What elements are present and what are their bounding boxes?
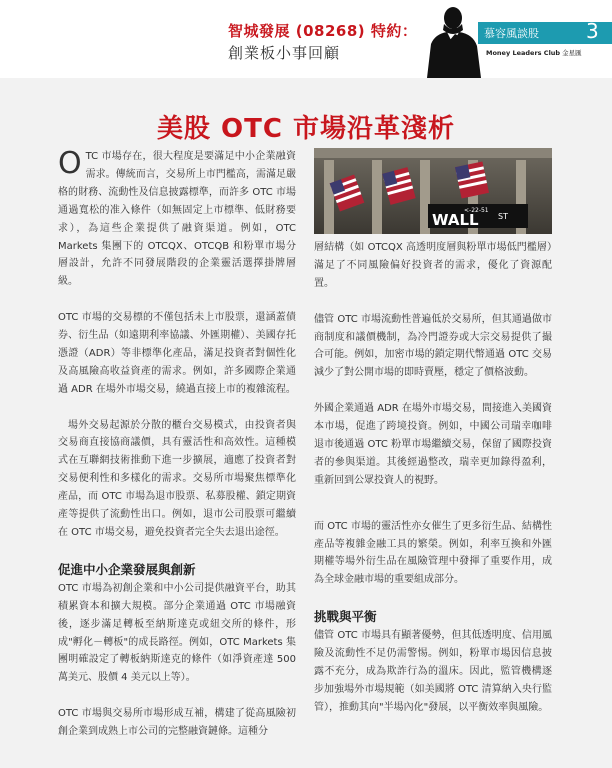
paragraph: 而 OTC 市場的靈活性亦女催生了更多衍生品、結構性產品等複雜金融工具的繁榮。例如，利率互換和外匯期權等場外衍生品在風險管理中發揮了重要作用，成為全球金融市場的重要組成部分。	[314, 520, 552, 586]
paragraph: OTC 市場與交易所市場形成互補，構建了從高風險初創企業到成熟上市公司的完整融資鏈條。這種分	[58, 708, 296, 738]
sign-wall-text: WALL	[432, 211, 479, 229]
paragraph: 外國企業通過 ADR 在場外市場交易，間接進入美國資本市場，促進了跨境投資。例如，中國公司瑞幸咖啡退市後通過 OTC 粉單市場繼續交易，保留了國際投資者的參與渠道。其後經過整改，瑞幸更加錄得盈利，重新回到公眾投資人的視野。	[314, 403, 552, 486]
column-subtitle: 創業板小事回顧	[228, 44, 341, 62]
right-column	[314, 239, 552, 735]
paragraph: 儘管 OTC 市場流動性普遍低於交易所，但其通過做市商制度和議價機制，為冷門證券或大宗交易提供了撮合可能。例如，加密市場的鎖定期代幣通過 OTC 交易減少了對公開市場的即時賣壓，穩定了價格波動。	[314, 313, 552, 379]
intro-paragraph: OTC 市場存在，很大程度是要滿足中小企業融資需求。傳統而言，交易所上市門檻高，需滿足嚴格的財務、流動性及信息披露標準，而許多 OTC 市場通過寬松的准入條件（如無固定上市標準、低財務要求），為這些企業提供了融資渠道。例如，OTC Markets 集團下的 OTCQX、OTCQB 和粉單市場分層設計，允許不同發展階段的企業靈活選擇掛牌層級。	[58, 146, 296, 288]
drop-cap: O	[58, 146, 82, 181]
sign-st-text: ST	[498, 212, 508, 221]
section-heading: 促進中小企業發展與創新	[58, 561, 196, 577]
wall-street-photo	[314, 148, 552, 234]
club-english-name: Money Leaders Club 金星匯	[486, 49, 582, 57]
sponsor-title: 智城發展 (08268) 特約：	[228, 22, 418, 40]
section-heading: 挑戰與平衡	[314, 609, 377, 625]
article-title: 美股 OTC 市場沿革淺析	[156, 114, 456, 144]
club-name: 慕容風談股	[484, 27, 539, 40]
paragraph: 儘管 OTC 市場具有顯著優勢，但其低透明度、信用風險及流動性不足仍需警惕。例如，粉單市場因信息披露不充分，成為欺詐行為的溫床。因此，監管機構逐步加強場外市場規範（如美國將 OTC 清算納入央行監管），推動其向"半場內化"發展，以平衡效率與風險。	[314, 630, 552, 713]
page-number: 3	[586, 19, 599, 43]
sign-small-text: <-22-51	[464, 207, 489, 214]
paragraph: OTC 市場的交易標的不僅包括未上市股票，還涵蓋債券、衍生品（如遠期利率協議、外匯期權）、美國存托憑證（ADR）等非標準化產品，滿足投資者對個性化及高風險高收益資產的需求。例如，許多國際企業通過 ADR 在場外市場交易，繞過直接上市的複雜流程。	[58, 312, 296, 395]
left-column	[58, 148, 296, 759]
paragraph: 場外交易起源於分散的櫃台交易模式，由投資者與交易商直接協商議價，具有靈活性和高效性。這種模式在互聯網技術推動下進一步擴展，適應了投資者對交易便利性和多樣化的需求。交易所市場聚焦標準化產品，而 OTC 市場為退市股票、私募股權、鎖定期資產等提供了流動性出口。例如，退市公司股票可繼續在 OTC 市場交易，避免投資者完全失去退出途徑。	[58, 419, 296, 538]
paragraph: OTC 市場為初創企業和中小公司提供融資平台，助其積累資本和擴大規模。部分企業通過 OTC 市場融資後，逐步滿足轉板至納斯達克或紐交所的條件，形成"孵化－轉板"的成長路徑。例如，OTC Markets 集團明確設定了轉板納斯達克的條件（如淨資產達 500 萬美元、股價 4 美元以上等）。	[58, 582, 296, 684]
page-header	[0, 0, 612, 78]
wall-street-image	[314, 148, 552, 234]
paragraph: 層結構（如 OTCQX 高透明度層與粉單市場低門檻層）滿足了不同風險偏好投資者的需求，優化了資源配置。	[314, 242, 552, 289]
